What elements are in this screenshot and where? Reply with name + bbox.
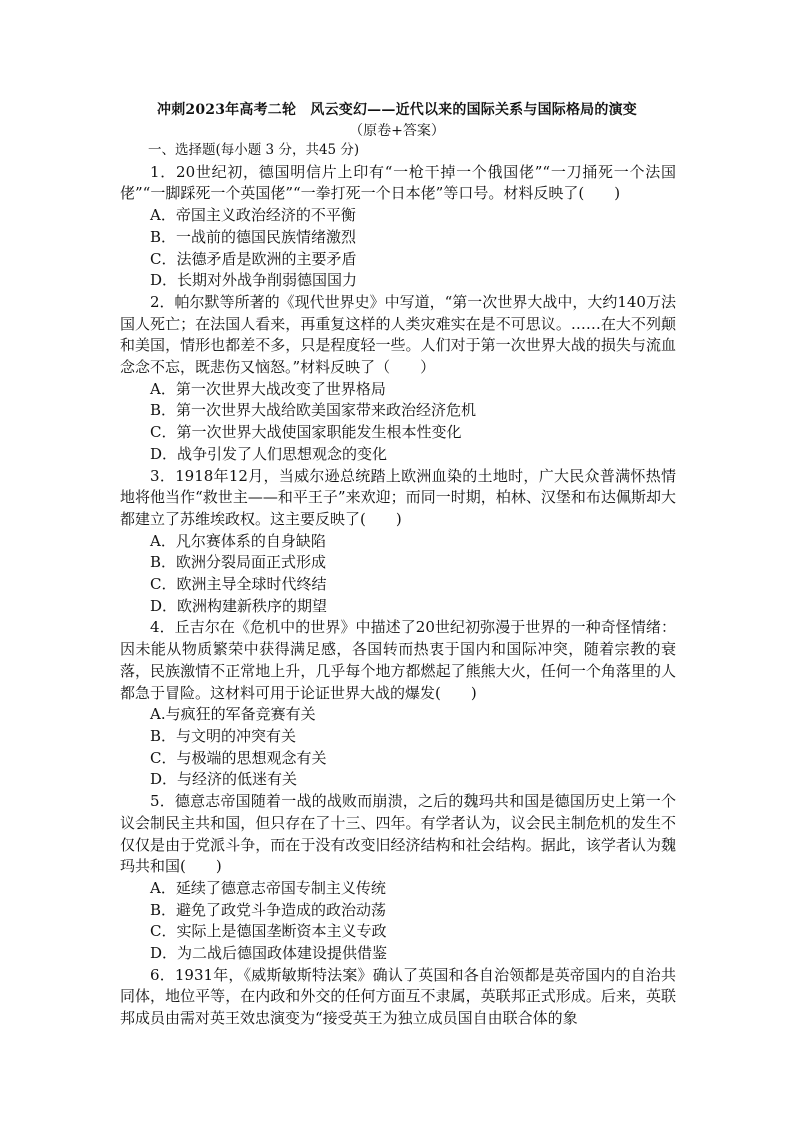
option-c: C．与极端的思想观念有关 — [150, 748, 327, 767]
option-c: C．第一次世界大战使国家职能发生根本性变化 — [150, 423, 462, 442]
question-stem: 3．1918年12月，当威尔逊总统踏上欧洲血染的土地时，广大民众普满怀热情地将他当作“救世主——和平王子”来欢迎；而同一时期，柏林、汉堡和布达佩斯却大都建立了苏维埃政权。这主要反映了( ) — [120, 466, 676, 528]
question-1 — [120, 162, 676, 292]
option-c: C．欧洲主导全球时代终结 — [150, 575, 327, 594]
section-heading: 一、选择题(每小题 3 分，共45 分) — [148, 142, 360, 158]
option-b: B．避免了政党斗争造成的政治动荡 — [150, 900, 387, 919]
option-d: D．与经济的低迷有关 — [150, 770, 298, 789]
option-b: B．欧洲分裂局面正式形成 — [150, 553, 327, 572]
question-6 — [120, 965, 676, 1030]
document-subtitle: （原卷+答案） — [349, 123, 445, 139]
question-stem: 1．20世纪初，德国明信片上印有“一枪干掉一个俄国佬”“一刀捅死一个法国佬”“一脚踩死一个英国佬”“一拳打死一个日本佬”等口号。材料反映了( ) — [120, 162, 676, 203]
option-a: A．帝国主义政治经济的不平衡 — [150, 206, 356, 225]
option-d: D．长期对外战争削弱德国国力 — [150, 271, 358, 290]
option-b: B．第一次世界大战给欧美国家带来政治经济危机 — [150, 401, 477, 420]
document-body — [120, 140, 676, 1030]
option-d: D．欧洲构建新秩序的期望 — [150, 596, 328, 615]
option-d: D．为二战后德国政体建设提供借鉴 — [150, 944, 388, 963]
question-2 — [120, 292, 676, 466]
option-c: C．实际上是德国垄断资本主义专政 — [150, 922, 387, 941]
question-5 — [120, 791, 676, 965]
question-3 — [120, 466, 676, 618]
option-a: A.与疯狂的军备竞赛有关 — [150, 705, 316, 724]
option-b: B．与文明的冲突有关 — [150, 726, 297, 745]
question-stem: 2．帕尔默等所著的《现代世界史》中写道，“第一次世界大战中，大约140万法国人死亡；在法国人看来，再重复这样的人类灾难实在是不可思议。……在大不列颠和美国，情形也都差不多，只是程度轻一些。人们对于第一次世界大战的损失与流血念念不忘，既悲伤又恼怒。”材料反映了（ ） — [120, 292, 676, 377]
option-a: A．凡尔赛体系的自身缺陷 — [150, 531, 326, 550]
option-a: A．第一次世界大战改变了世界格局 — [150, 379, 386, 398]
option-c: C．法德矛盾是欧洲的主要矛盾 — [150, 249, 357, 268]
option-a: A．延续了德意志帝国专制主义传统 — [150, 878, 386, 897]
question-stem: 5．德意志帝国随着一战的战败而崩溃，之后的魏玛共和国是德国历史上第一个议会制民主共和国，但只存在了十三、四年。有学者认为，议会民主制危机的发生不仅仅是由于党派斗争，而在于没有改变旧经济结构和社会结构。据此，该学者认为魏玛共和国( ) — [120, 792, 676, 876]
document-title: 冲刺2023年高考二轮 风云变幻——近代以来的国际关系与国际格局的演变 — [157, 102, 637, 118]
option-d: D．战争引发了人们思想观念的变化 — [150, 444, 388, 463]
question-stem: 4．丘吉尔在《危机中的世界》中描述了20世纪初弥漫于世界的一种奇怪情绪：因未能从物质繁荣中获得满足感，各国转而热衷于国内和国际冲突，随着宗教的衰落，民族激情不正常地上升，几乎每个地方都燃起了熊熊大火，任何一个角落里的人都急于冒险。这材料可用于论证世界大战的爆发( ) — [120, 618, 676, 702]
question-stem: 6．1931年，《威斯敏斯特法案》确认了英国和各自治领都是英帝国内的自治共同体，地位平等，在内政和外交的任何方面互不隶属，英联邦正式形成。后来，英联邦成员由需对英王效忠演变为“接受英王为独立成员国自由联合体的象 — [120, 965, 676, 1028]
question-4 — [120, 617, 676, 791]
option-b: B．一战前的德国民族情绪激烈 — [150, 227, 357, 246]
